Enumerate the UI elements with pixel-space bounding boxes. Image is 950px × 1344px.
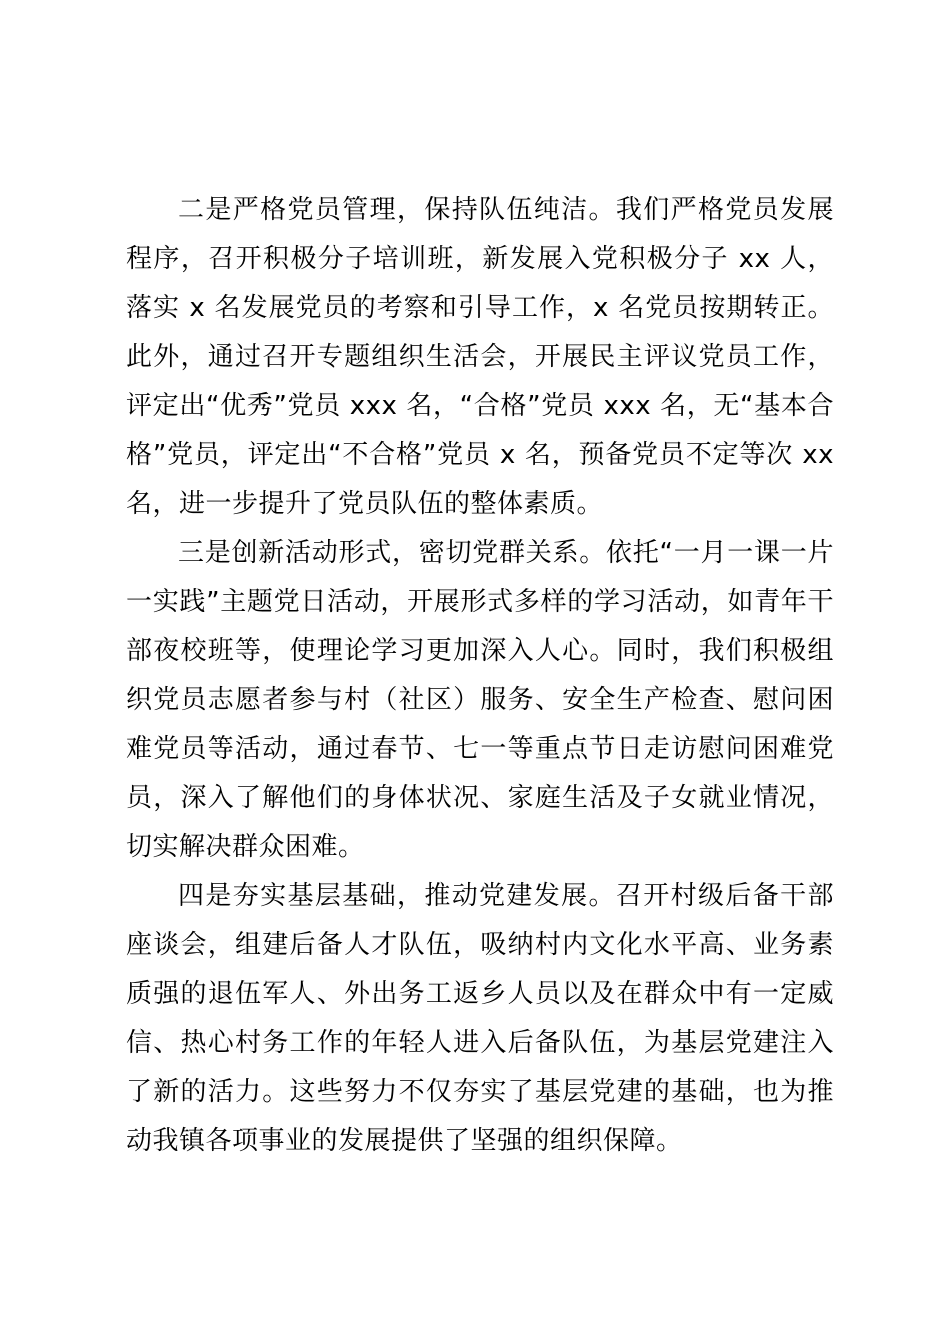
document-body bbox=[126, 186, 834, 1166]
paragraph-member-management: 二是严格党员管理，保持队伍纯洁。我们严格党员发展程序，召开积极分子培训班，新发展入党积极分子 xx 人，落实 x 名发展党员的考察和引导工作，x 名党员按期转正。此外，通过召开专题组织生活会，开展民主评议党员工作，评定出“优秀”党员 xxx 名，“合格”党员 xxx 名，无“基本合格”党员，评定出“不合格”党员 x 名，预备党员不定等次 xx 名，进一步提升了党员队伍的整体素质。 bbox=[126, 195, 834, 519]
paragraph-activity-innovation: 三是创新活动形式，密切党群关系。依托“一月一课一片一实践”主题党日活动，开展形式多样的学习活动，如青年干部夜校班等，使理论学习更加深入人心。同时，我们积极组织党员志愿者参与村（社区）服务、安全生产检查、慰问困难党员等活动，通过春节、七一等重点节日走访慰问困难党员，深入了解他们的身体状况、家庭生活及子女就业情况，切实解决群众困难。 bbox=[126, 538, 834, 862]
paragraph-grassroots-foundation: 四是夯实基层基础，推动党建发展。召开村级后备干部座谈会，组建后备人才队伍，吸纳村内文化水平高、业务素质强的退伍军人、外出务工返乡人员以及在群众中有一定威信、热心村务工作的年轻人进入后备队伍，为基层党建注入了新的活力。这些努力不仅夯实了基层党建的基础，也为推动我镇各项事业的发展提供了坚强的组织保障。 bbox=[126, 881, 834, 1156]
